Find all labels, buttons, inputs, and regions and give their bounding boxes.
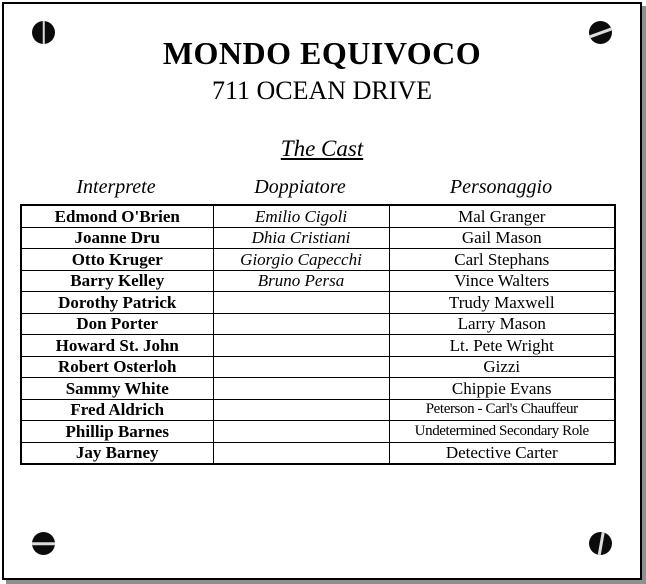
- cell-doppiatore: Dhia Cristiani: [213, 227, 389, 249]
- cast-table-row: [21, 292, 615, 314]
- cell-interprete: Sammy White: [21, 378, 213, 400]
- cast-table-row: [21, 356, 615, 378]
- cast-table-row: [21, 227, 615, 249]
- cell-interprete: Otto Kruger: [21, 249, 213, 271]
- screw-icon-top-left: [32, 21, 55, 44]
- cell-personaggio: Larry Mason: [389, 313, 615, 335]
- cell-personaggio: Chippie Evans: [389, 378, 615, 400]
- cell-interprete: Jay Barney: [21, 442, 213, 464]
- screw-slot: [32, 542, 55, 545]
- cast-table-row: [21, 399, 615, 421]
- cell-interprete: Joanne Dru: [21, 227, 213, 249]
- cell-doppiatore: [213, 292, 389, 314]
- screw-icon-top-right: [589, 21, 612, 44]
- cell-interprete: Phillip Barnes: [21, 421, 213, 443]
- screw-slot: [597, 532, 604, 555]
- cell-interprete: Robert Osterloh: [21, 356, 213, 378]
- cast-table-row: [21, 442, 615, 464]
- cell-personaggio: Gizzi: [389, 356, 615, 378]
- cast-table-row: [21, 270, 615, 292]
- movie-title-italian: MONDO EQUIVOCO: [162, 35, 482, 71]
- column-header-interprete: Interprete: [76, 176, 156, 199]
- cell-doppiatore: [213, 378, 389, 400]
- screw-slot: [42, 21, 45, 44]
- cast-table-row: [21, 249, 615, 271]
- cell-personaggio: Detective Carter: [389, 442, 615, 464]
- cell-personaggio: Trudy Maxwell: [389, 292, 615, 314]
- cell-interprete: Barry Kelley: [21, 270, 213, 292]
- screw-slot: [589, 27, 612, 39]
- movie-title-original: 711 OCEAN DRIVE: [211, 76, 433, 106]
- cell-personaggio: Gail Mason: [389, 227, 615, 249]
- cell-doppiatore: [213, 356, 389, 378]
- cell-doppiatore: [213, 399, 389, 421]
- cell-doppiatore: [213, 442, 389, 464]
- cell-interprete: Don Porter: [21, 313, 213, 335]
- screw-icon-bottom-left: [32, 532, 55, 555]
- section-heading-the-cast: The Cast: [280, 135, 364, 161]
- cell-doppiatore: [213, 335, 389, 357]
- cast-table-row: [21, 421, 615, 443]
- column-header-personaggio: Personaggio: [449, 176, 553, 199]
- cast-table-section: [20, 175, 614, 465]
- cell-doppiatore: Emilio Cigoli: [213, 205, 389, 227]
- cell-personaggio: Undetermined Secondary Role: [389, 421, 615, 443]
- cell-interprete: Edmond O'Brien: [21, 205, 213, 227]
- cast-table-row: [21, 205, 615, 227]
- column-header-doppiatore: Doppiatore: [254, 176, 346, 199]
- cell-doppiatore: Bruno Persa: [213, 270, 389, 292]
- cell-doppiatore: [213, 313, 389, 335]
- cell-interprete: Howard St. John: [21, 335, 213, 357]
- cast-table: [20, 204, 616, 465]
- cell-personaggio: Vince Walters: [389, 270, 615, 292]
- cast-table-row: [21, 335, 615, 357]
- cell-doppiatore: Giorgio Capecchi: [213, 249, 389, 271]
- screw-icon-bottom-right: [589, 532, 612, 555]
- cell-doppiatore: [213, 421, 389, 443]
- cast-table-row: [21, 378, 615, 400]
- framed-credits-card: [2, 2, 642, 580]
- cell-personaggio: Mal Granger: [389, 205, 615, 227]
- column-headers-row: [20, 175, 614, 199]
- cell-personaggio: Peterson - Carl's Chauffeur: [389, 399, 615, 421]
- cast-table-row: [21, 313, 615, 335]
- cell-personaggio: Lt. Pete Wright: [389, 335, 615, 357]
- cell-interprete: Dorothy Patrick: [21, 292, 213, 314]
- cell-personaggio: Carl Stephans: [389, 249, 615, 271]
- cell-interprete: Fred Aldrich: [21, 399, 213, 421]
